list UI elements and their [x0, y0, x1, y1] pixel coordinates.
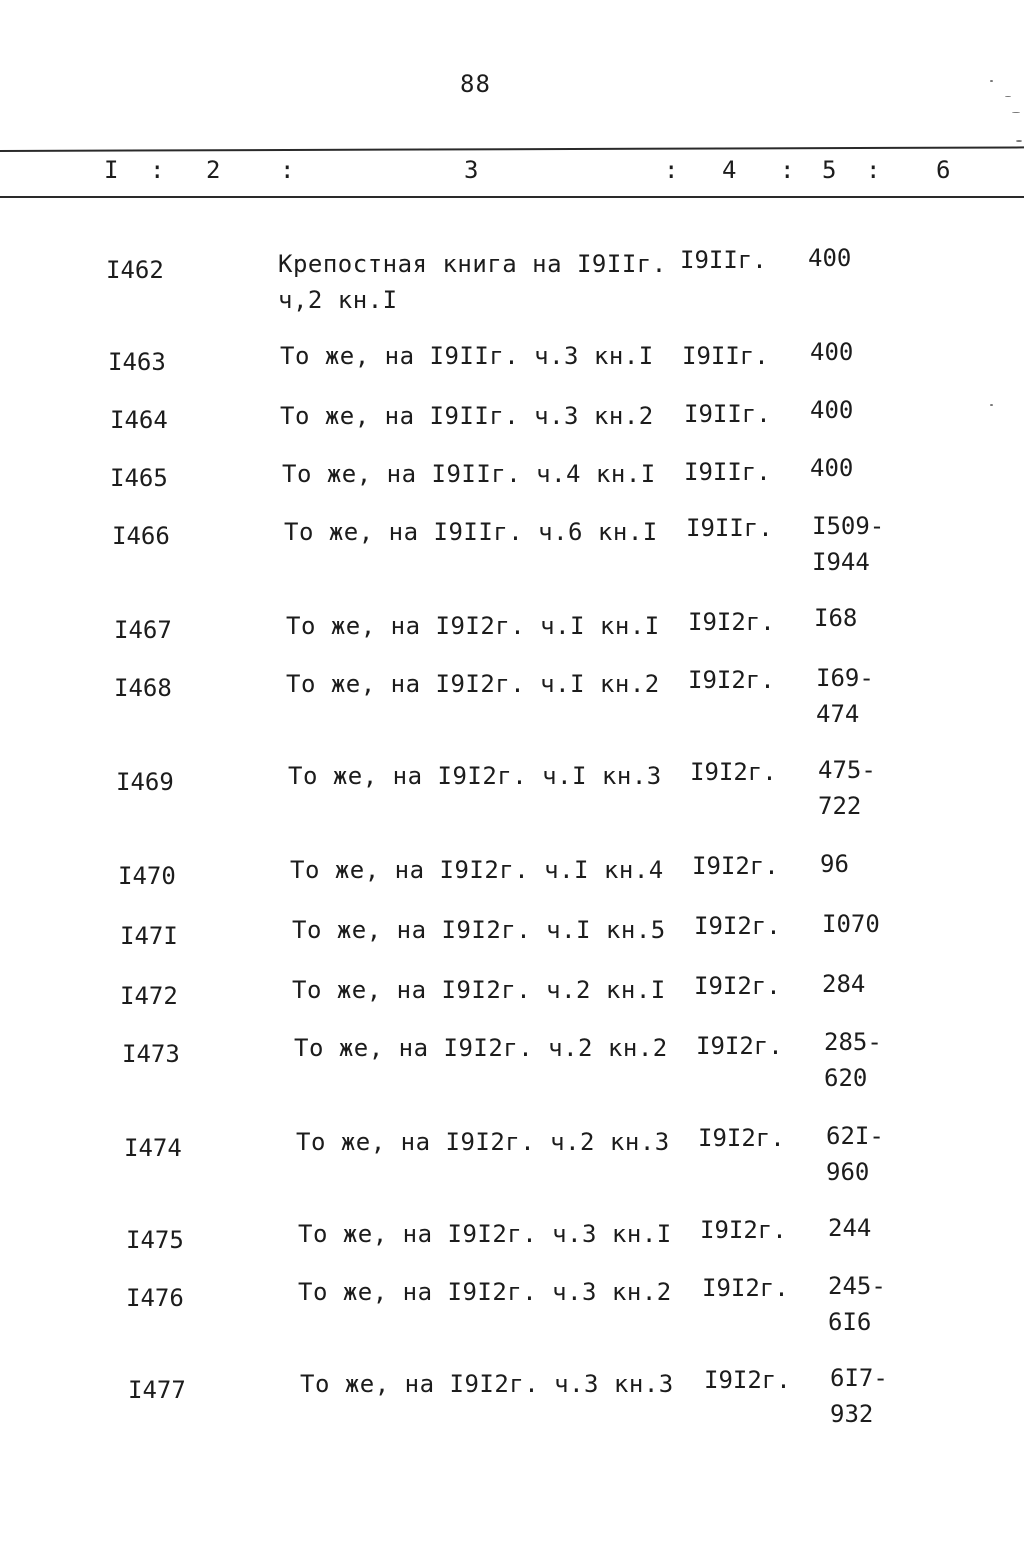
row-number: I462 [106, 256, 164, 284]
row-number: I470 [118, 862, 176, 890]
row-date: I9I2г. [696, 1032, 783, 1060]
row-title: То же, на I9IIг. ч.4 кн.I [282, 460, 656, 488]
row-sheets-line1: 400 [810, 338, 854, 366]
scan-speck [990, 80, 993, 82]
row-number: I473 [122, 1040, 180, 1068]
column-separator: : [866, 156, 881, 184]
row-sheets-line1: 6I7- [830, 1364, 888, 1392]
row-sheets-line2: I944 [812, 548, 870, 576]
row-sheets-line1: 285- [824, 1028, 882, 1056]
row-date: I9IIг. [684, 458, 771, 486]
row-sheets-line1: I070 [822, 910, 880, 938]
row-date: I9I2г. [690, 758, 777, 786]
row-title-line1: Крепостная книга на I9IIг. [278, 250, 667, 278]
row-date: I9IIг. [680, 246, 767, 274]
column-separator: : [664, 156, 679, 184]
row-sheets-line1: I68 [814, 604, 858, 632]
column-header-6: 6 [936, 156, 951, 184]
table-row [0, 756, 1024, 856]
row-title-line2: ч,2 кн.I [278, 286, 398, 314]
table-row [0, 664, 1024, 762]
page-number: 88 [460, 70, 491, 98]
table-row [0, 1028, 1024, 1130]
row-title: То же, на I9I2г. ч.I кн.5 [292, 916, 666, 944]
row-sheets-line1: 245- [828, 1272, 886, 1300]
row-title: То же, на I9I2г. ч.3 кн.2 [298, 1278, 672, 1306]
column-header-2: 2 [206, 156, 221, 184]
row-sheets-line1: 244 [828, 1214, 872, 1242]
scan-speck [1016, 140, 1022, 142]
row-date: I9I2г. [694, 972, 781, 1000]
row-number: I464 [110, 406, 168, 434]
row-sheets [830, 1360, 888, 1432]
row-number: I472 [120, 982, 178, 1010]
row-number: I475 [126, 1226, 184, 1254]
row-number: I474 [124, 1134, 182, 1162]
row-number: I476 [126, 1284, 184, 1312]
row-date: I9I2г. [698, 1124, 785, 1152]
table-row [0, 244, 1024, 338]
row-sheets [818, 752, 876, 824]
row-date: I9IIг. [686, 514, 773, 542]
row-title: То же, на I9I2г. ч.3 кн.I [298, 1220, 672, 1248]
scan-speck [1012, 112, 1020, 113]
header-rule-bottom [0, 196, 1024, 198]
row-title: То же, на I9I2г. ч.3 кн.3 [300, 1370, 674, 1398]
row-number: I463 [108, 348, 166, 376]
row-number: I468 [114, 674, 172, 702]
row-sheets [822, 966, 865, 1002]
row-date: I9I2г. [700, 1216, 787, 1244]
row-title: То же, на I9I2г. ч.I кн.4 [290, 856, 664, 884]
row-sheets [810, 392, 853, 428]
row-number: I467 [114, 616, 172, 644]
row-title: То же, на I9IIг. ч.6 кн.I [284, 518, 658, 546]
row-number: I466 [112, 522, 170, 550]
column-separator: : [280, 156, 295, 184]
column-header-3: 3 [464, 156, 479, 184]
column-header-4: 4 [722, 156, 737, 184]
row-sheets [810, 450, 853, 486]
row-sheets [810, 334, 853, 370]
row-sheets [814, 600, 857, 636]
row-title: То же, на I9I2г. ч.2 кн.2 [294, 1034, 668, 1062]
scan-speck [1005, 96, 1011, 97]
row-date: I9IIг. [684, 400, 771, 428]
row-title: То же, на I9I2г. ч.I кн.2 [286, 670, 660, 698]
row-number: I465 [110, 464, 168, 492]
row-sheets [822, 906, 880, 942]
row-title: То же, на I9I2г. ч.I кн.3 [288, 762, 662, 790]
row-sheets-line2: 932 [830, 1400, 874, 1428]
table-row [0, 1364, 1024, 1466]
column-separator: : [150, 156, 165, 184]
column-separator: : [780, 156, 795, 184]
scan-speck [990, 404, 993, 406]
table-row [0, 512, 1024, 608]
row-sheets-line1: 284 [822, 970, 866, 998]
row-date: I9IIг. [682, 342, 769, 370]
row-number: I469 [116, 768, 174, 796]
column-header-5: 5 [822, 156, 837, 184]
row-number: I47I [120, 922, 178, 950]
row-title: То же, на I9I2г. ч.2 кн.I [292, 976, 666, 1004]
row-title [278, 250, 667, 314]
row-date: I9I2г. [692, 852, 779, 880]
row-date: I9I2г. [688, 608, 775, 636]
row-title: То же, на I9IIг. ч.3 кн.I [280, 342, 654, 370]
row-sheets-line2: 722 [818, 792, 862, 820]
row-title: То же, на I9IIг. ч.3 кн.2 [280, 402, 654, 430]
row-sheets-line1: 62I- [826, 1122, 884, 1150]
row-sheets [812, 508, 884, 580]
row-sheets-line1: 400 [810, 454, 854, 482]
row-title: То же, на I9I2г. ч.2 кн.3 [296, 1128, 670, 1156]
row-title: То же, на I9I2г. ч.I кн.I [286, 612, 660, 640]
row-sheets [820, 846, 849, 882]
row-sheets [808, 240, 851, 276]
row-date: I9I2г. [702, 1274, 789, 1302]
column-header-1: I [104, 156, 119, 184]
header-rule-top [0, 146, 1024, 152]
row-sheets [828, 1210, 871, 1246]
row-date: I9I2г. [694, 912, 781, 940]
row-sheets-line1: I69- [816, 664, 874, 692]
row-date: I9I2г. [704, 1366, 791, 1394]
row-sheets [828, 1268, 886, 1340]
row-sheets-line1: I509- [812, 512, 885, 540]
row-sheets-line1: 475- [818, 756, 876, 784]
row-number: I477 [128, 1376, 186, 1404]
row-sheets [826, 1118, 884, 1190]
row-sheets-line1: 96 [820, 850, 849, 878]
row-sheets-line2: 960 [826, 1158, 870, 1186]
row-sheets-line1: 400 [808, 244, 852, 272]
row-sheets-line2: 474 [816, 700, 860, 728]
row-sheets [824, 1024, 882, 1096]
row-date: I9I2г. [688, 666, 775, 694]
row-sheets [816, 660, 874, 732]
row-sheets-line2: 620 [824, 1064, 868, 1092]
row-sheets-line2: 6I6 [828, 1308, 872, 1336]
row-sheets-line1: 400 [810, 396, 854, 424]
